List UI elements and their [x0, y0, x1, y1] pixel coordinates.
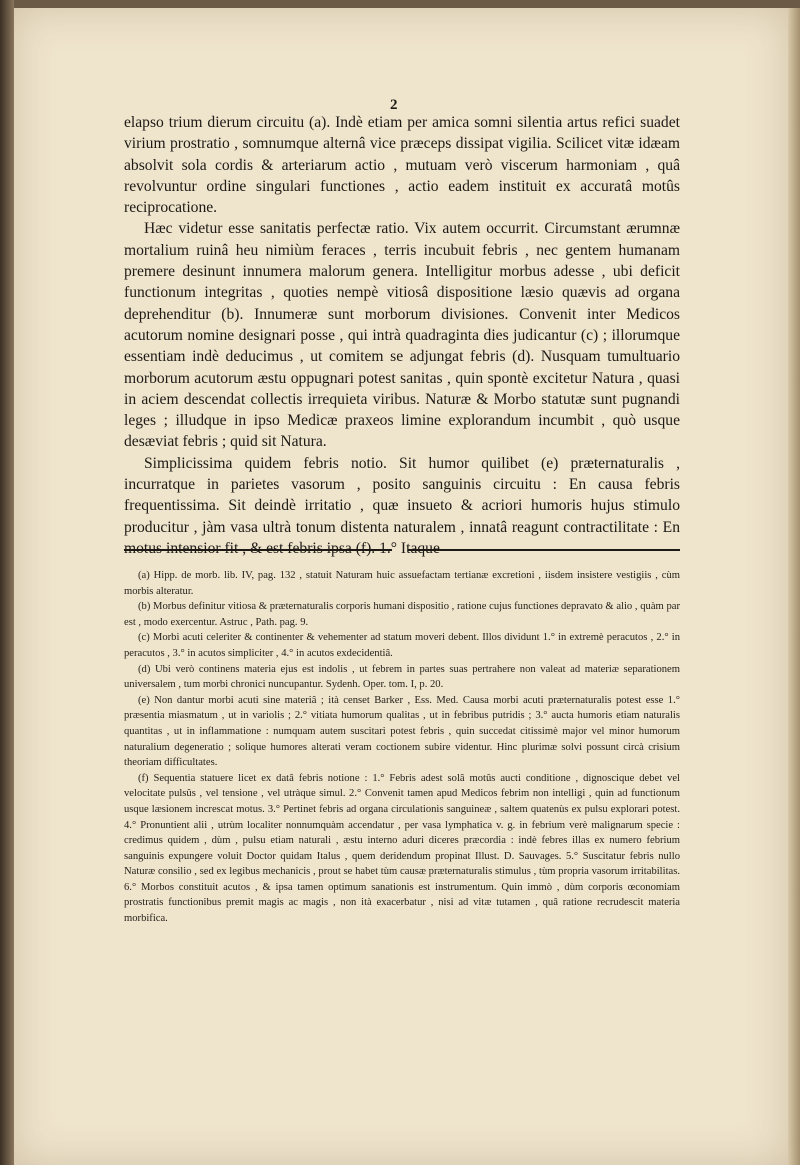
book-binding-edge [0, 0, 14, 1165]
body-paragraph: Simplicissima quidem febris notio. Sit humor quilibet (e) præternaturalis , incurratque in parietes vasorum , posito sanguinis circuitu : En causa febris frequentissima. Sit deindè irritatio , quæ insueto & acriori humoris hujus stimulo producitur , jàm vasa ultrà tonum distenta naturalem , innatâ reagunt contractilitate : En motus intensior fit , & est febris ipsa (f). 1.° Itaque [124, 454, 680, 557]
footnote-a: (a) Hipp. de morb. lib. IV, pag. 132 , statuit Naturam huic assuefactam tertianæ excretioni , iisdem insistere vestigiis , cùm morbis alteratur. [124, 570, 680, 597]
body-paragraph: Hæc videtur esse sanitatis perfectæ ratio. Vix autem occurrit. Circumstant ærumnæ mortalium ruinâ heu nimiùm feraces , terris incubuit febris , nec gentem humanam premere desinunt innumera malorum genera. Intelligitur morbus adesse , ubi deficit functionum integritas , quoties nempè vitiosâ dispositione læsio quævis ad organa deprehenditur (b). Innumeræ sunt morborum divisiones. Convenit inter Medicos acutorum nomine designari posse , qui intrà quadraginta dies judicantur (c) ; illorumque essentiam indè deducimus , ut comitem se adjungat febris (d). Nusquam tumultuario morborum acutorum æstu oppugnari potest sanitas , quin spontè excitetur Natura , quasi in aciem descendat collectis irrequieta viribus. Naturæ & Morbo statutæ sunt pugnandi leges ; illudque in ipso Medicæ praxeos limine explorandum incumbit , quò usque desæviat febris ; quid sit Natura. [124, 220, 680, 451]
page-number: 2 [390, 97, 398, 113]
footnote-f: (f) Sequentia statuere licet ex datâ febris notione : 1.° Febris adest solâ motûs aucti conditione , dignoscique debet vel velocitate pulsûs , vel tensione , vel utràque simul. 2.° Convenit tamen apud Medicos febrim non intelligi , quin ad functionum usque læsionem increscat motus. 3.° Pertinet febris ad organa circulationis sanguineæ , saltem quatenùs ex pulsu explorari potest. 4.° Pronuntient alii , utrùm localiter nonnumquàm accendatur , per vasa lymphatica v. g. in febrium verè malignarum specie : credimus quidem , dùm , pulsu etiam naturali , æstu interno aduri diceres præcordia : indè febres illas ex numero febrium sanguinis expungere voluit Doctor quidam Italus , quem deridendum propinat Illust. D. Sauvages. 5.° Suscitatur febris nullo Naturæ consilio , sed ex legibus mechanicis , prout se habet tùm causæ præternaturalis stimulus , tùm propria vasorum irritabilitas. 6.° Morbos constituit acutos , & ipsa tamen optimum sanationis est instrumentum. Quin immò , dùm corporis œconomiam prostratis functionibus premit magis ac magis , non ità exacerbatur , nisi ad vitæ tutamen , quâ ratione recrudescit materia morbifica. [124, 772, 680, 925]
body-paragraph: elapso trium dierum circuitu (a). Indè etiam per amica somni silentia artus refici suadet virium prostratio , somnumque alternâ vice præceps dissipat vigilia. Scilicet vitæ idæam absolvit sola cordis & arteriarum actio , mutuam verò viscerum harmoniam , quâ revolvuntur ordine singulari functiones , actio eadem instituit ex accuratâ motûs reciprocatione. [124, 114, 680, 217]
footnotes-section [124, 568, 680, 927]
footnote-e: (e) Non dantur morbi acuti sine materiâ ; ità censet Barker , Ess. Med. Causa morbi acuti præternaturalis potest esse 1.° præsentia miasmatum , ut in variolis ; 2.° vitiata humorum qualitas , ut in febribus putridis ; 3.° aucta humoris etiam naturalis quantitas , ut in inflammatione : numquam autem suscitari potest febris , quin succedat citissimè major vel minor humorum naturalium degeneratio ; solique humores alterati veram coctionem subire videntur. Hinc plurimæ solvi possunt circà crisium theoriam difficultates. [124, 694, 680, 769]
footnote-b: (b) Morbus definitur vitiosa & præternaturalis corporis humani dispositio , ratione cujus functiones depravato & alio , quàm par est , modo exercentur. Astruc , Path. pag. 9. [124, 601, 680, 628]
footnote-c: (c) Morbi acuti celeriter & continenter & vehementer ad statum moveri debent. Illos dividunt 1.° in extremè peracutos , 2.° in peracutos , 3.° in acutos simpliciter , 4.° in acutos exdecidentiâ. [124, 632, 680, 659]
footnote-d: (d) Ubi verò continens materia ejus est indolis , ut febrem in partes suas pertrahere non valeat ad materiæ separationem universalem , tum morbi chronici nuncupantur. Sydenh. Oper. tom. I, p. 20. [124, 663, 680, 691]
main-body-text [124, 112, 680, 559]
footnote-divider-right [408, 549, 680, 551]
footnote-divider-left [124, 549, 392, 551]
page-stack-edge [788, 8, 800, 1165]
